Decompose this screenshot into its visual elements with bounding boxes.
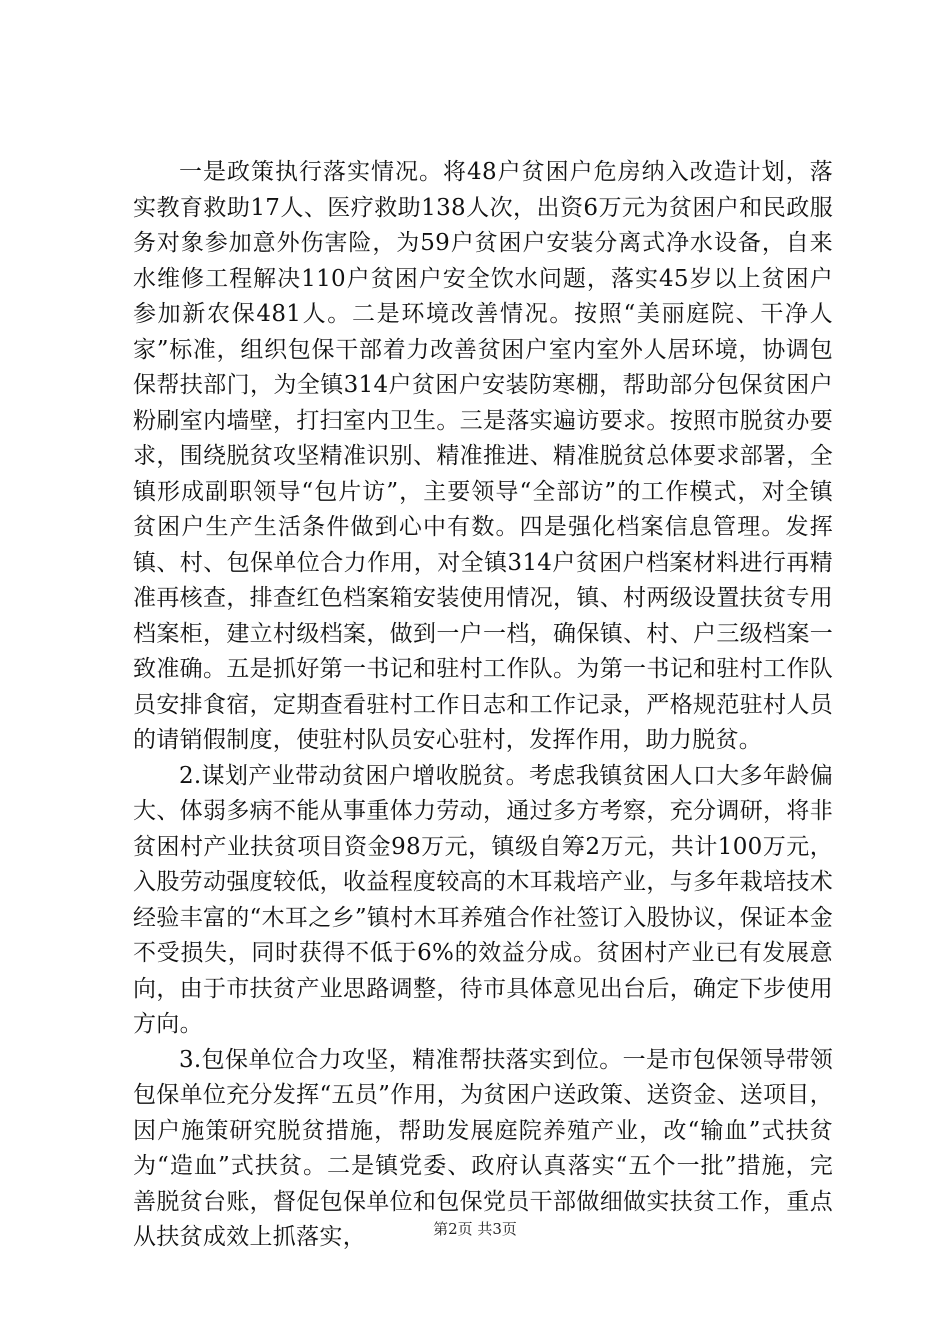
paragraph-industry-planning: 2.谋划产业带动贫困户增收脱贫。考虑我镇贫困人口大多年龄偏大、体弱多病不能从事重体力劳动，通过多方考察，充分调研，将非贫困村产业扶贫项目资金98万元，镇级自筹2万元，共计100万元，入股劳动强度较低，收益程度较高的木耳栽培产业，与多年栽培技术经验丰富的“木耳之乡”镇村木耳养殖合作社签订入股协议，保证本金不受损失，同时获得不低于6%的效益分成。贫困村产业已有发展意向，由于市扶贫产业思路调整，待市具体意见出台后，确定下步使用方向。 [133, 762, 833, 1037]
paragraph-policy-implementation: 一是政策执行落实情况。将48户贫困户危房纳入改造计划，落实教育救助17人、医疗救助138人次，出资6万元为贫困户和民政服务对象参加意外伤害险，为59户贫困户安装分离式净水设备，自来水维修工程解决110户贫困户安全饮水问题，落实45岁以上贫困户参加新农保481人。二是环境改善情况。按照“美丽庭院、干净人家”标准，组织包保干部着力改善贫困户室内室外人居环境，协调包保帮扶部门，为全镇314户贫困户安装防寒棚，帮助部分包保贫困户粉刷室内墙壁，打扫室内卫生。三是落实遍访要求。按照市脱贫办要求，围绕脱贫攻坚精准识别、精准推进、精准脱贫总体要求部署，全镇形成副职领导“包片访”，主要领导“全部访”的工作模式，对全镇贫困户生产生活条件做到心中有数。四是强化档案信息管理。发挥镇、村、包保单位合力作用，对全镇314户贫困户档案材料进行再精准再核查，排查红色档案箱安装使用情况，镇、村两级设置扶贫专用档案柜，建立村级档案，做到一户一档，确保镇、村、户三级档案一致准确。五是抓好第一书记和驻村工作队。为第一书记和驻村工作队员安排食宿，定期查看驻村工作日志和工作记录，严格规范驻村人员的请销假制度，使驻村队员安心驻村，发挥作用，助力脱贫。 [133, 159, 833, 753]
paragraph-unit-assistance: 3.包保单位合力攻坚，精准帮扶落实到位。一是市包保领导带领包保单位充分发挥“五员”作用，为贫困户送政策、送资金、送项目，因户施策研究脱贫措施，帮助发展庭院养殖产业，改“输血”式扶贫为“造血”式扶贫。二是镇党委、政府认真落实“五个一批”措施，完善脱贫台账，督促包保单位和包保党员干部做细做实扶贫工作，重点从扶贫成效上抓落实， [133, 1046, 833, 1250]
page-number-footer: 第2页 共3页 [433, 1220, 517, 1238]
document-body [133, 155, 833, 1256]
